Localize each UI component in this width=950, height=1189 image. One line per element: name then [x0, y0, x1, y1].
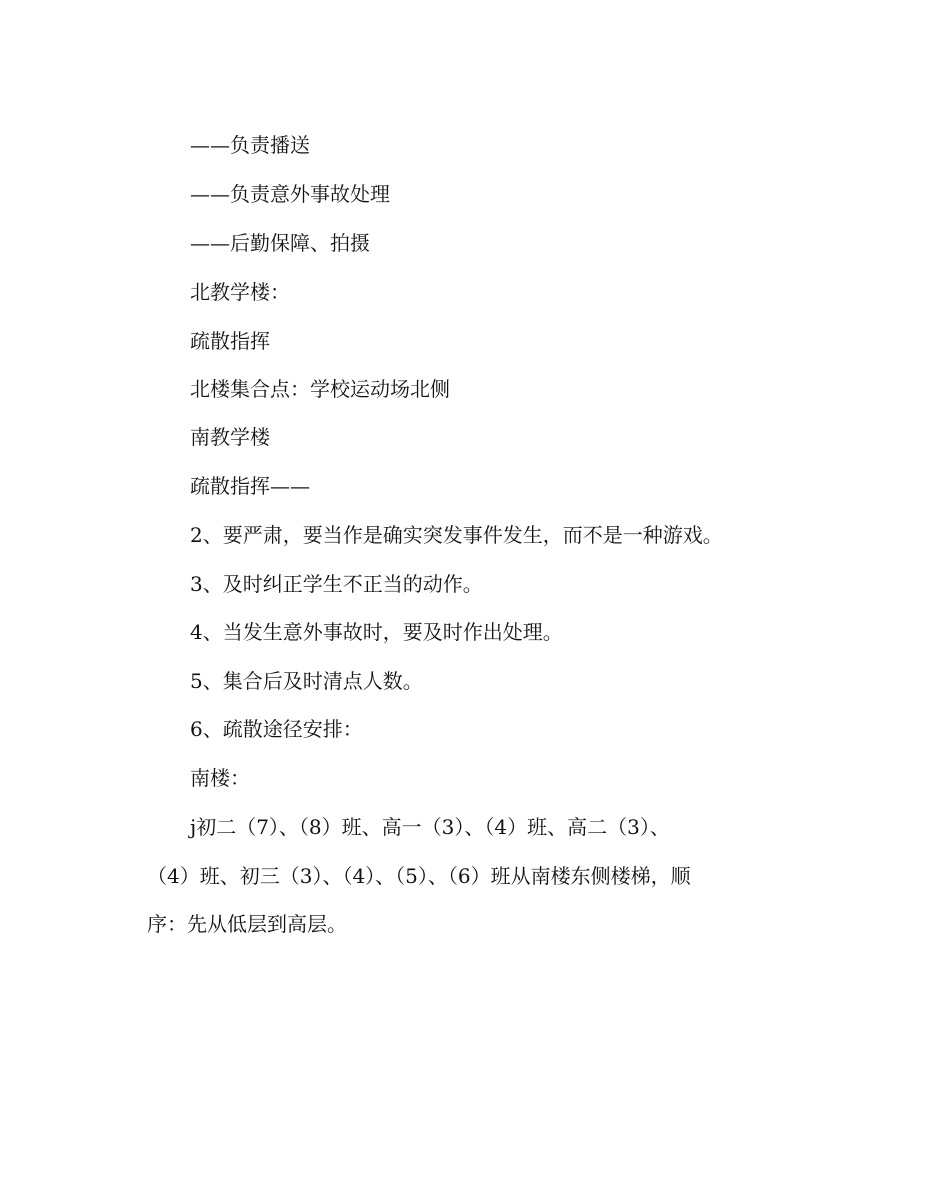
text-line-south-building-label: 南楼：: [190, 766, 250, 790]
text-line-logistics: ——后勤保障、拍摄: [190, 231, 370, 255]
text-line-evacuation-command-1: 疏散指挥: [190, 329, 270, 353]
paragraph-line-2: （4）班、初三（3）、（4）、（5）、（6）班从南楼东侧楼梯，顺: [147, 864, 691, 888]
text-line-north-assembly-point: 北楼集合点：学校运动场北侧: [190, 377, 450, 401]
text-line-item-6: 6、疏散途径安排：: [190, 717, 363, 741]
text-line-broadcast: ——负责播送: [190, 133, 310, 157]
text-line-item-3: 3、及时纠正学生不正当的动作。: [190, 572, 483, 596]
text-line-item-2: 2、要严肃，要当作是确实突发事件发生，而不是一种游戏。: [190, 523, 723, 547]
paragraph-line-1: j初二（7）、（8）班、高一（3）、（4）班、高二（3）、: [190, 815, 670, 839]
text-line-evacuation-command-2: 疏散指挥——: [190, 474, 310, 498]
text-line-item-5: 5、集合后及时清点人数。: [190, 669, 423, 693]
paragraph-line-3: 序：先从低层到高层。: [147, 912, 347, 936]
text-line-item-4: 4、当发生意外事故时，要及时作出处理。: [190, 620, 563, 644]
text-line-south-building: 南教学楼: [190, 425, 270, 449]
evacuation-route-paragraph: [147, 815, 807, 945]
text-line-north-building: 北教学楼：: [190, 280, 290, 304]
text-line-accident-handling: ——负责意外事故处理: [190, 182, 390, 206]
